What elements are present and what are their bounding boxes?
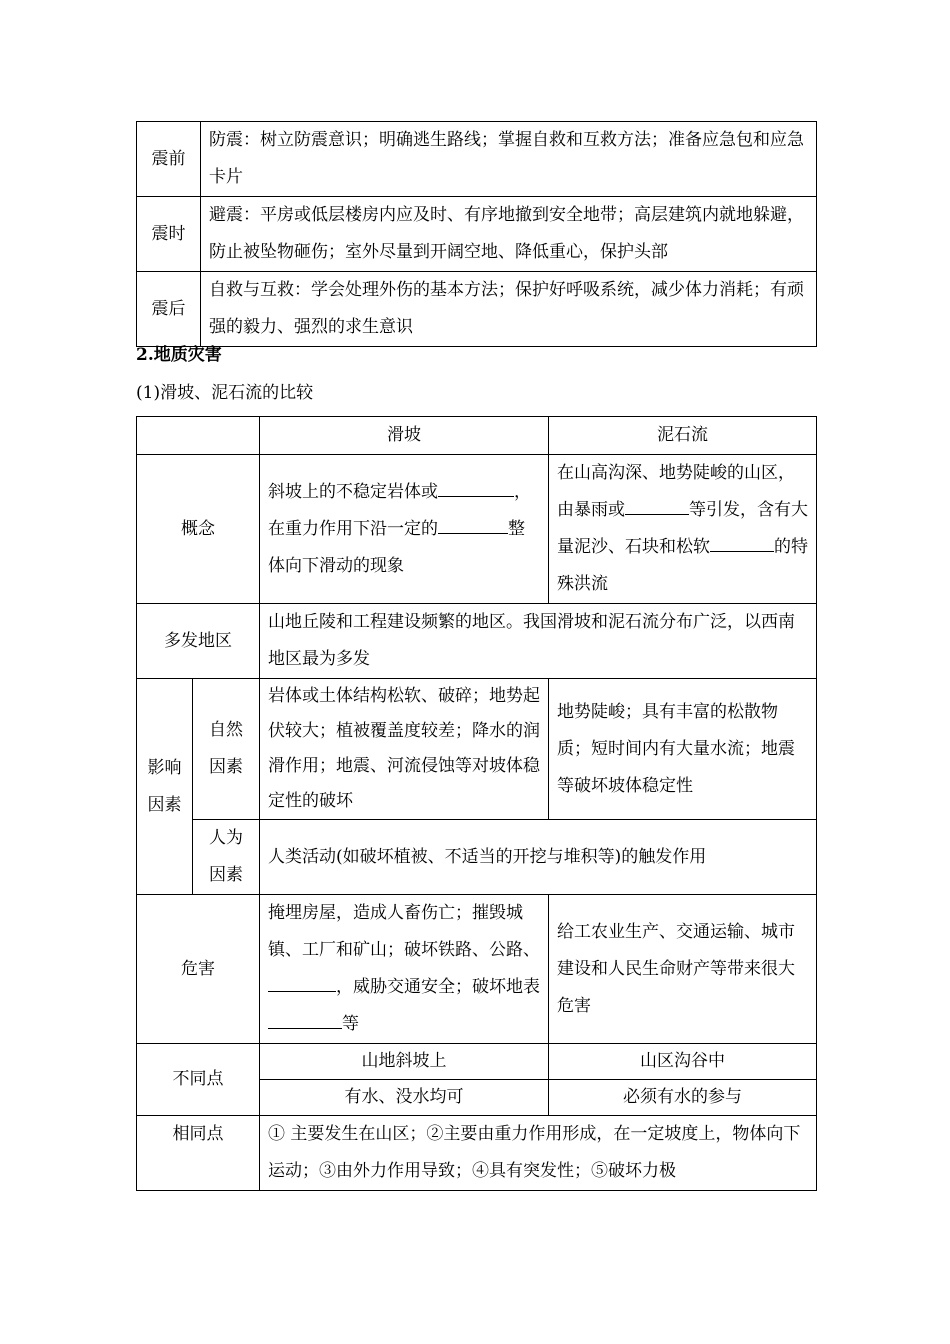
diff-debris-place: 山区沟谷中 bbox=[549, 1044, 817, 1080]
same-content: ① 主要发生在山区；②主要由重力作用形成，在一定坡度上，物体向下运动；③由外力作用导致；④具有突发性；⑤破坏力极 bbox=[260, 1116, 817, 1191]
concept-landslide: 斜坡上的不稳定岩体或 ，在重力作用下沿一定的 整体向下滑动的现象 bbox=[260, 455, 549, 604]
natural-factors-label: 自然因素 bbox=[193, 679, 260, 820]
harm-label: 危害 bbox=[137, 895, 260, 1044]
table-row bbox=[137, 604, 817, 679]
natural-factors-landslide: 岩体或土体结构松软、破碎；地势起伏较大；植被覆盖度较差；降水的润滑作用；地震、河流侵蚀等对坡体稳定性的破坏 bbox=[260, 679, 549, 820]
stage-before: 震前 bbox=[137, 122, 201, 197]
header-landslide: 滑坡 bbox=[260, 417, 549, 455]
stage-during-content: 避震：平房或低层楼房内应及时、有序地撤到安全地带；高层建筑内就地躲避，防止被坠物砸伤；室外尽量到开阔空地、降低重心，保护头部 bbox=[201, 197, 817, 272]
table-row bbox=[137, 122, 817, 197]
table-row bbox=[137, 417, 817, 455]
factors-label: 影响因素 bbox=[137, 679, 193, 895]
diff-label: 不同点 bbox=[137, 1044, 260, 1116]
natural-factors-debris-flow: 地势陡峻；具有丰富的松散物质；短时间内有大量水流；地震等破坏坡体稳定性 bbox=[549, 679, 817, 820]
diff-landslide-place: 山地斜坡上 bbox=[260, 1044, 549, 1080]
subsection-heading: (1)滑坡、泥石流的比较 bbox=[136, 383, 314, 403]
table-row bbox=[137, 820, 817, 895]
table-row bbox=[137, 1044, 817, 1080]
header-blank-cell bbox=[137, 417, 260, 455]
stage-after: 震后 bbox=[137, 272, 201, 347]
concept-debris-flow: 在山高沟深、地势陡峻的山区，由暴雨或 等引发，含有大量泥沙、石块和松软 的特殊洪流 bbox=[549, 455, 817, 604]
harm-landslide: 掩埋房屋，造成人畜伤亡；摧毁城镇、工厂和矿山；破坏铁路、公路、，威胁交通安全；破坏地表等 bbox=[260, 895, 549, 1044]
table-row bbox=[137, 197, 817, 272]
same-label: 相同点 bbox=[137, 1116, 260, 1191]
earthquake-table bbox=[136, 121, 817, 347]
table-row bbox=[137, 272, 817, 347]
area-label: 多发地区 bbox=[137, 604, 260, 679]
harm-debris-flow: 给工农业生产、交通运输、城市建设和人民生命财产等带来很大危害 bbox=[549, 895, 817, 1044]
concept-label: 概念 bbox=[137, 455, 260, 604]
stage-after-content: 自救与互救：学会处理外伤的基本方法；保护好呼吸系统，减少体力消耗；有顽强的毅力、强烈的求生意识 bbox=[201, 272, 817, 347]
diff-landslide-water: 有水、没水均可 bbox=[260, 1080, 549, 1116]
stage-during: 震时 bbox=[137, 197, 201, 272]
table-row bbox=[137, 1116, 817, 1191]
stage-before-content: 防震：树立防震意识；明确逃生路线；掌握自救和互救方法；准备应急包和应急卡片 bbox=[201, 122, 817, 197]
area-content: 山地丘陵和工程建设频繁的地区。我国滑坡和泥石流分布广泛，以西南地区最为多发 bbox=[260, 604, 817, 679]
table-row bbox=[137, 679, 817, 820]
human-factors-label: 人为因素 bbox=[193, 820, 260, 895]
comparison-table bbox=[136, 416, 817, 1191]
human-factors-content: 人类活动(如破坏植被、不适当的开挖与堆积等)的触发作用 bbox=[260, 820, 817, 895]
table-row bbox=[137, 455, 817, 604]
table-row bbox=[137, 895, 817, 1044]
diff-debris-water: 必须有水的参与 bbox=[549, 1080, 817, 1116]
header-debris-flow: 泥石流 bbox=[549, 417, 817, 455]
section-heading: 2.地质灾害 bbox=[136, 345, 222, 365]
